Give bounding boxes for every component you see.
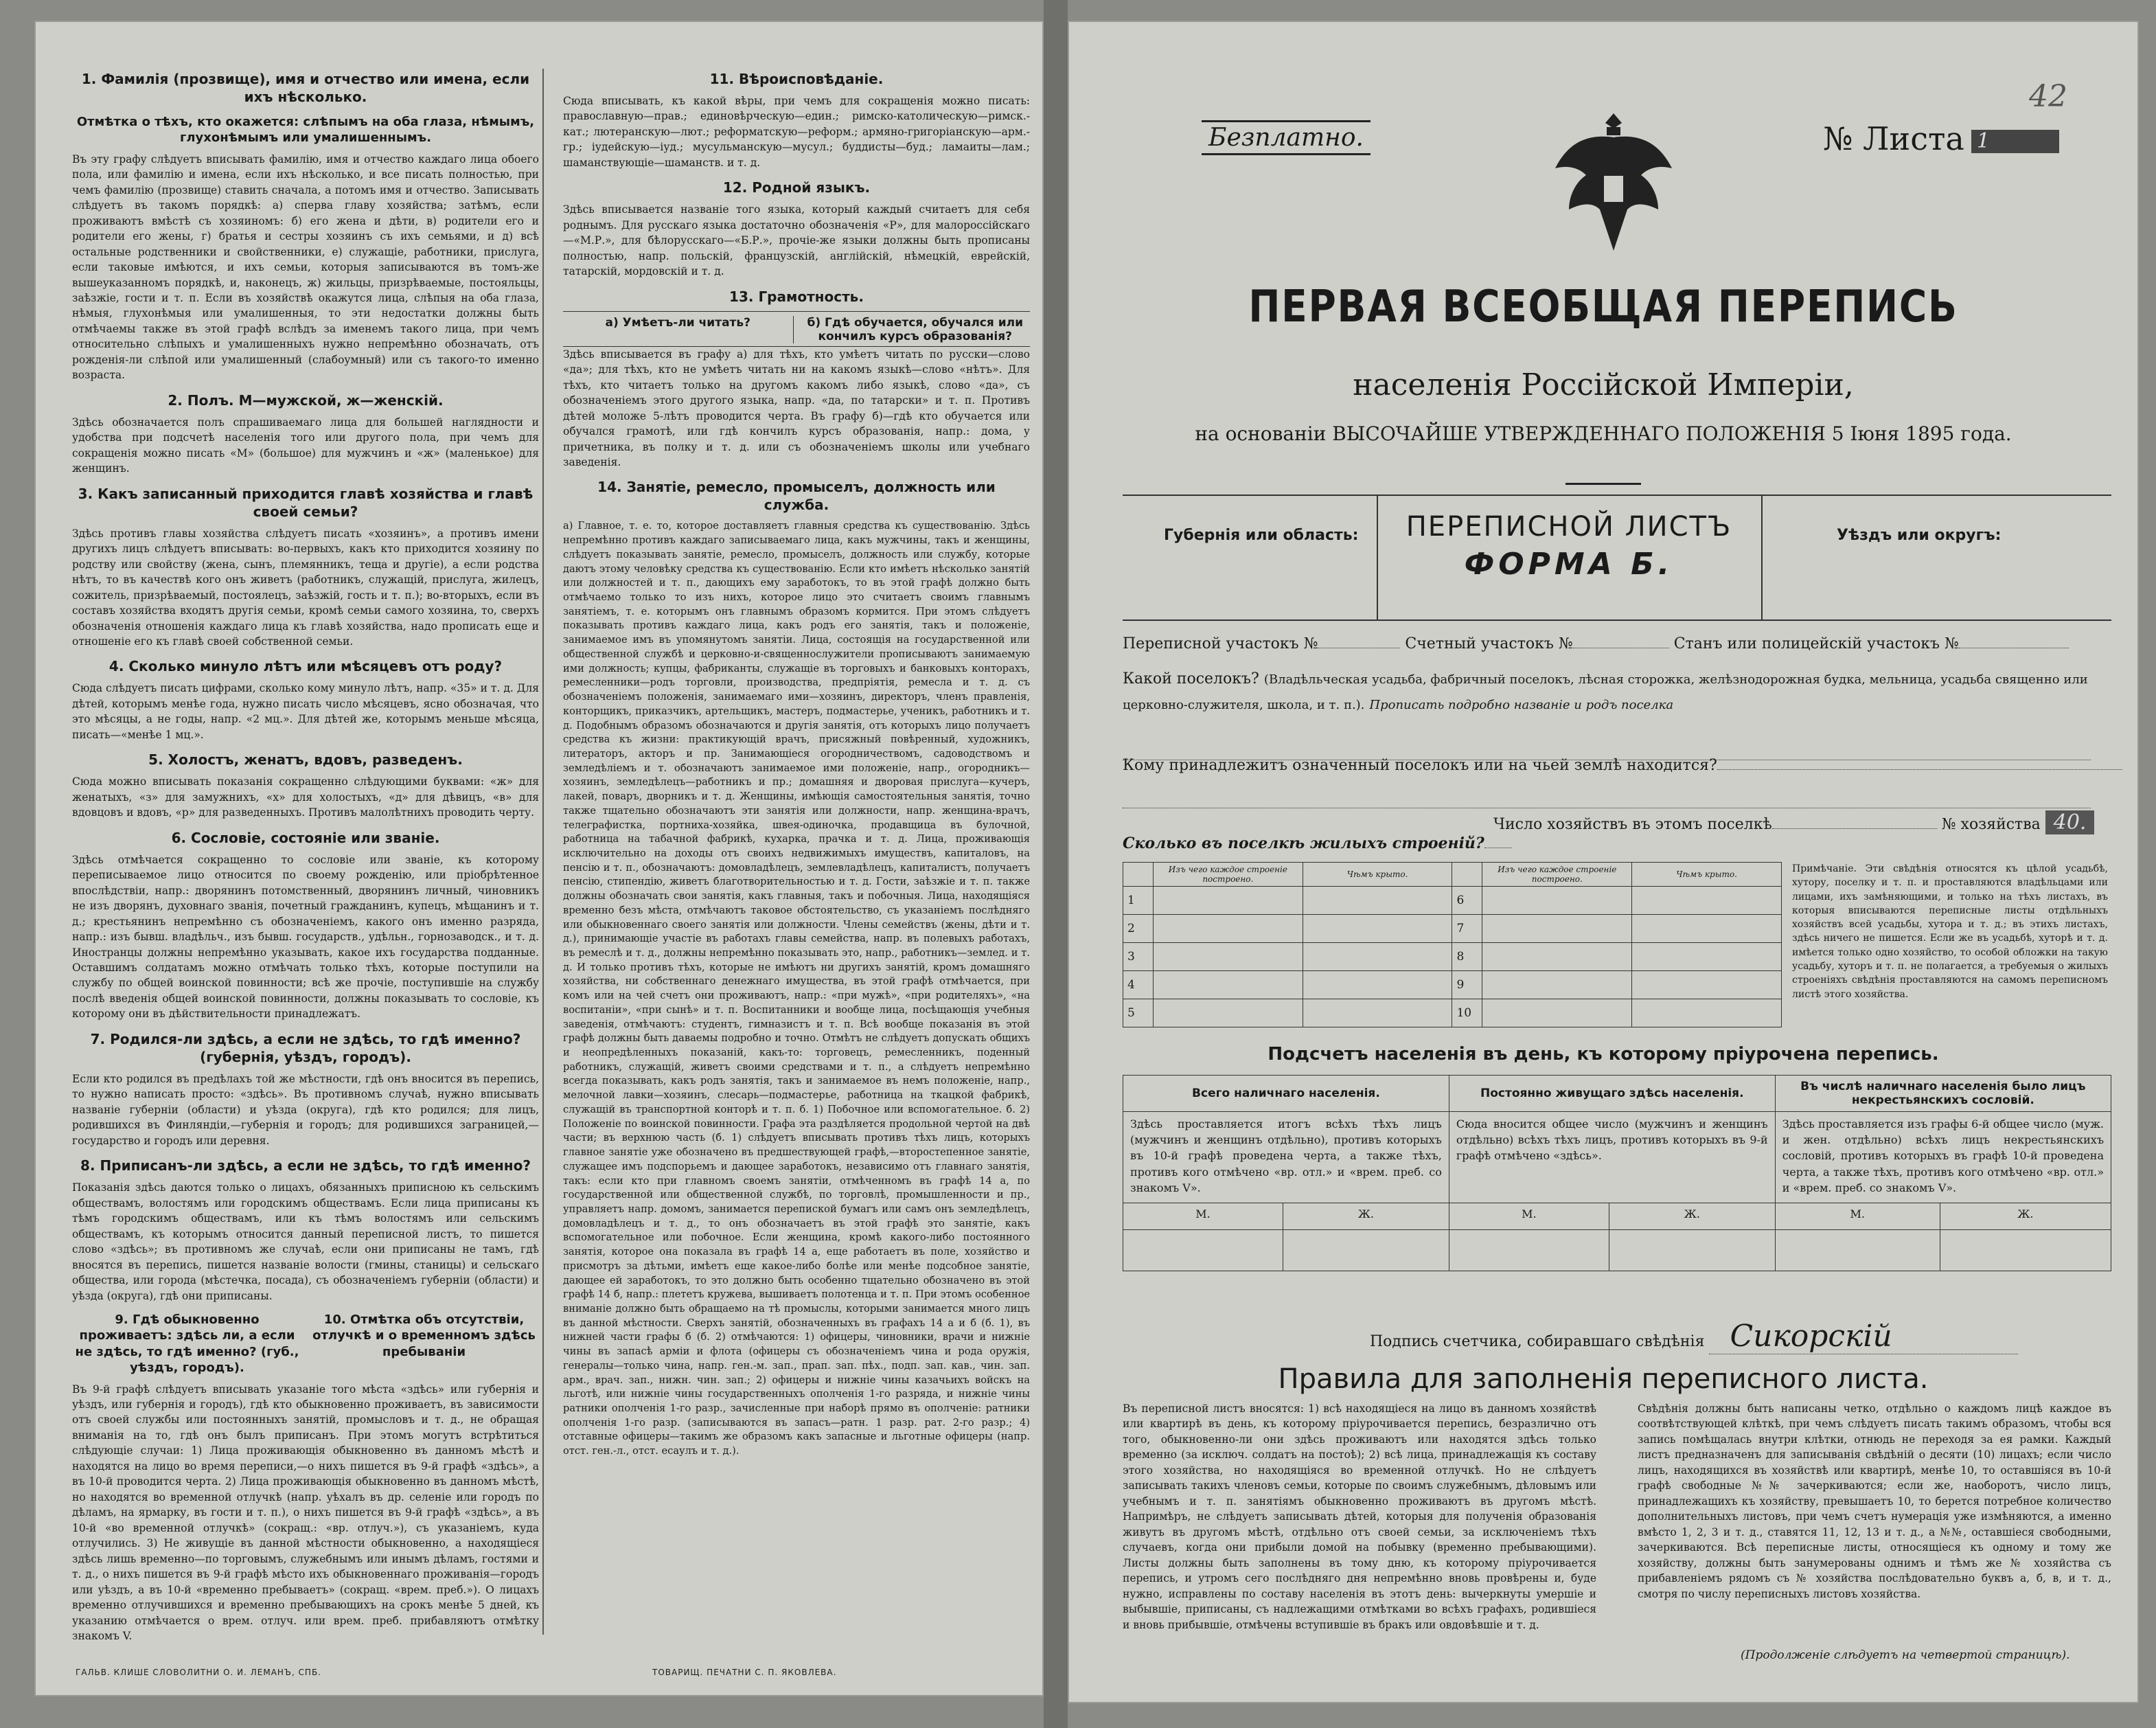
section-body: Въ 9-й графѣ слѣдуетъ вписывать указаніе того мѣста «здѣсь» или губернія и уѣздъ, или губернія и городъ), гдѣ кто обыкновенно проживаетъ, въ зависимости отъ своей службы или постоянныхъ занятій, промысловъ и т. д., не обращая вниманія на то, гдѣ онъ былъ приписанъ. При этомъ могутъ встрѣтиться слѣдующіе случаи: 1) Лица проживающія обыкновенно въ данномъ мѣстѣ и находятся на лицо во время переписи,—о нихъ пишется въ 9-й графѣ «здѣсь», а въ 10-й проводится черта. 2) Лица проживающія обыкновенно въ данномъ мѣстѣ, но находятся во временной отлучкѣ (напр. уѣхалъ въ др. селеніе или городъ по дѣламъ, на ярмарку, въ гости и т. п.), о нихъ пишется въ 9-й графѣ «здѣсь», а въ 10-й «во временной отлучкѣ» (сокращ.: «вр. отлуч.»), съ указаніемъ, куда отлучились. 3) Не живущіе въ данной мѣстности обыкновенно, а находящіеся здѣсь лишь временно—по торговымъ, служебнымъ или инымъ дѣламъ, гостями и т. д., о нихъ пишется въ 9-й графѣ мѣсто ихъ обыкновеннаго проживанія—городъ или уѣздъ, а въ 10-й «временно пребываетъ» (сокращ. «врем. преб.»). О лицахъ временно отлучившихся и временно пребывающихъ на срокъ менѣе 5 дней, къ указанию отмѣчается о врем. отлуч. или врем. преб. прибавляютъ отмѣтку знакомъ V. — [72, 1383, 539, 1643]
cell[interactable] — [1153, 971, 1303, 999]
cell[interactable] — [1303, 943, 1452, 971]
col-num — [1452, 863, 1482, 887]
section-title: 11. Вѣроисповѣданіе. — [709, 71, 884, 87]
column-divider — [542, 69, 544, 1635]
pop-desc-total: Здѣсь проставляется итогъ всѣхъ тѣхъ лицъ (мужчинъ и женщинъ отдѣльно), противъ которыхъ въ 10-й графѣ проведена черта, а также тѣхъ, противъ кого отмѣчено «вр. отл.» и «врем. преб. со знакомъ V». — [1123, 1112, 1449, 1203]
form-b-label: ФОРМА Б. — [1464, 547, 1674, 582]
male-non-peasant-field[interactable] — [1775, 1230, 1940, 1271]
printer-imprint: ГАЛЬВ. КЛИШЕ СЛОВОЛИТНИ О. И. ЛЕМАНЪ, СПБ. — [76, 1668, 322, 1677]
signature-value[interactable]: Сикорскій — [1709, 1319, 2018, 1354]
district-label: Уѣздъ или округъ: — [1837, 527, 2002, 544]
table-row — [1123, 915, 1782, 943]
female-non-peasant-field[interactable] — [1940, 1230, 2111, 1271]
rules-title: Правила для заполненія переписного листа. — [1278, 1363, 1929, 1395]
section-body: Сюда слѣдуетъ писать цифрами, сколько кому минуло лѣтъ, напр. «35» и т. д. Для дѣтей, которымъ менѣе года, нужно писать число мѣсяцевъ, ясно обозначая, что это мѣсяцы, а не годы, напр. «2 мц.». Для дѣтей же, которымъ меньше мѣсяца, писать—«менѣе 1 мц.». — [72, 682, 539, 741]
cell[interactable] — [1482, 943, 1632, 971]
section-title-10: 10. Отмѣтка объ отсутствіи, отлучкѣ и о временномъ здѣсь пребываніи — [312, 1312, 536, 1359]
rules-text-left: Въ переписной листъ вносятся: 1) всѣ находящіеся на лицо въ данномъ хозяйствѣ или квартирѣ въ день, къ которому пріурочивается перепись, безразлично отъ того, обыкновенно-ли они здѣсь проживаютъ или находятся здѣсь только временно (за исключ. солдатъ на постоѣ); 2) всѣ лица, принадлежащія къ составу этого хозяйства, но находящіяся во временной отлучкѣ. Но не слѣдуетъ записывать такихъ членовъ семьи, которые по своимъ служебнымъ, дѣловымъ или учебнымъ и т. п. занятіямъ обыкновенно проживаютъ въ другомъ мѣстѣ. Напримѣръ, не слѣдуетъ записывать дѣтей, которыя для полученія образованія живутъ въ другомъ мѣстѣ, отдѣльно отъ своей семьи, за исключеніемъ тѣхъ случаевъ, когда они прибыли домой на побывку (временно пребывающими). Листы должны быть заполнены въ тому дню, къ которому пріурочивается перепись, и утромъ сего послѣдняго дня непремѣнно вновь провѣрены и, буде нужно, исправлены по составу населенія въ этотъ день: вычеркнуты умершіе и выбывшіе, приписаны, съ надлежащими отмѣтками во всѣхъ графахъ, родившіеся и вновь прибывшіе, отмѣчены вступившіе въ бракъ или овдовѣвшіе и т. д. — [1123, 1402, 1596, 1631]
settlement-hint-2: Прописать подробно названіе и родъ поселка — [1369, 698, 1674, 713]
settlement-hint: (Владѣльческая усадьба, фабричный поселокъ, лѣсная сторожка, желѣзнодорожная будка, мельница, усадьба священно или церковно-служителя, школа, и т. п.). — [1123, 672, 2088, 713]
section-body: Сюда можно вписывать показанія сокращенно слѣдующими буквами: «ж» для женатыхъ, «з» для замужнихъ, «х» для холостыхъ, «д» для дѣвицъ, «в» для вдовцовъ и вдовъ, «р» для разведенныхъ. Противъ малолѣтнихъ проводить черту. — [72, 775, 539, 819]
col-num — [1123, 863, 1154, 887]
section-title: 8. Приписанъ-ли здѣсь, а если не здѣсь, то гдѣ именно? — [80, 1157, 531, 1174]
cell[interactable] — [1303, 999, 1452, 1027]
signature-label: Подпись счетчика, собиравшаго свѣдѣнія — [1370, 1333, 1705, 1350]
section-13 — [563, 288, 1030, 470]
section-12 — [563, 179, 1030, 279]
cell[interactable] — [1632, 915, 1782, 943]
row-number: 9 — [1452, 971, 1482, 999]
cell[interactable] — [1303, 887, 1452, 915]
instructions-column-b — [563, 62, 1030, 1459]
row-number: 7 — [1452, 915, 1482, 943]
population-count-title: Подсчетъ населенія въ день, къ которому пріурочена перепись. — [1268, 1044, 1939, 1065]
section-body: Здѣсь отмѣчается сокращенно то сословіе или званіе, къ которому переписываемое лицо относится по своему рожденію, или пріобрѣтенное впослѣдствіи, напр.: дворянинъ потомственный, дворянинъ личный, чиновникъ не изъ дворянъ, духовнаго званія, почетный гражданинъ, купецъ, мѣщанинъ и т. д.; крестьянинъ непремѣнно съ обозначеніемъ, какого онъ именно разряда, напр.: изъ бывш. владѣльч., изъ бывш. государств., удѣльн., горнозаводск., и т. д. Иностранцы должны непремѣнно указывать, какое ихъ государства подданные. Оставшимъ солдатамъ можно отмѣчать только тѣхъ, которые поступили на службу по общей воинской повинности; всѣ же прочіе, поступившіе на службу послѣ введенія общей воинской повинности, должны показывать то сословіе, къ которому они въ дѣйствительности принадлежатъ. — [72, 853, 539, 1021]
section-title: 4. Сколько минуло лѣтъ или мѣсяцевъ отъ роду? — [108, 658, 503, 675]
pop-desc-non-peasant: Здѣсь проставляется изъ графы 6-й общее число (муж. и жен. отдѣльно) всѣхъ лицъ некрестьянскихъ сословій, противъ которыхъ въ графѣ 10-й проведена черта, а также тѣхъ, противъ кого отмѣчено «вр. отл.» и «врем. преб. со знакомъ V». — [1775, 1112, 2111, 1203]
col-material: Изъ чего каждое строеніе построено. — [1482, 863, 1632, 887]
section-body: Показанія здѣсь даются только о лицахъ, обязанныхъ приписною къ сельскимъ обществамъ, волостямъ или городскимъ обществамъ. Если лица приписаны къ тѣмъ городскимъ обществамъ, или къ тѣмъ волостямъ или сельскимъ обществамъ, къ которымъ относится данный переписной листъ, то пишется слово «здѣсь»; въ противномъ же случаѣ, если они приписаны не тамъ, гдѣ вносятся въ перепись, пишется названіе волости (гмины, станицы) и сельскаго общества, или города (мѣстечка, посада), съ обозначеніемъ губерніи (области) и уѣзда (округа), гдѣ они приписаны. — [72, 1181, 539, 1302]
household-no-value: 40. — [2045, 810, 2095, 834]
dwellings-label: Сколько въ поселкѣ жилыхъ строеній? — [1123, 834, 1484, 852]
section-7 — [72, 1030, 539, 1148]
row-number: 6 — [1452, 887, 1482, 915]
literacy-read: а) Умѣетъ-ли читать? — [563, 316, 794, 343]
table-row — [1123, 971, 1782, 999]
female-header: Ж. — [1609, 1203, 1775, 1230]
plot-label: Переписной участокъ № — [1123, 635, 1318, 652]
dwellings-line — [1123, 834, 1512, 852]
left-page-instructions — [34, 21, 1044, 1696]
literacy-study: б) Гдѣ обучается, обучался или кончилъ курсъ образованія? — [807, 315, 1023, 343]
pop-header-total: Всего наличнаго населенія. — [1123, 1076, 1449, 1112]
cell[interactable] — [1482, 915, 1632, 943]
female-header: Ж. — [1283, 1203, 1449, 1230]
section-subtitle: Отмѣтка о тѣхъ, кто окажется: слѣпымъ на оба глаза, нѣмымъ, глухонѣмымъ или умалишеннымъ. — [76, 115, 535, 146]
legal-basis: на основаніи ВЫСОЧАЙШЕ УТВЕРЖДЕННАГО ПОЛОЖЕНІЯ 5 Іюня 1895 года. — [1195, 422, 2012, 445]
male-total-field[interactable] — [1123, 1230, 1283, 1271]
section-6 — [72, 829, 539, 1022]
section-2 — [72, 391, 539, 477]
free-label: Безплатно. — [1202, 120, 1371, 155]
female-permanent-field[interactable] — [1609, 1230, 1775, 1271]
section-3 — [72, 485, 539, 650]
male-header: М. — [1775, 1203, 1940, 1230]
section-8 — [72, 1157, 539, 1304]
sheet-number-label: № Листа — [1823, 120, 1964, 157]
cell[interactable] — [1632, 999, 1782, 1027]
households-label: Число хозяйствъ въ этомъ поселкѣ — [1493, 816, 1772, 833]
right-page-census-form — [1068, 21, 2139, 1703]
census-sheet-label: ПЕРЕПИСНОЙ ЛИСТЪ — [1406, 511, 1732, 543]
cell[interactable] — [1153, 887, 1303, 915]
book-gutter — [1044, 0, 1068, 1728]
section-title: 2. Полъ. М—мужской, ж—женскій. — [168, 391, 444, 409]
cell[interactable] — [1482, 887, 1632, 915]
continued-note: (Продолженіе слѣдуетъ на четвертой страницѣ). — [1741, 1648, 2070, 1662]
section-title: 3. Какъ записанный приходится главѣ хозяйства и главѣ своей семьи? — [78, 485, 534, 520]
sheet-number-value: 1 — [1971, 130, 2059, 153]
section-title: 6. Сословіе, состояніе или званіе. — [171, 829, 440, 846]
section-title: 9. Гдѣ обыкновенно проживаетъ: здѣсь ли, а если не здѣсь, то гдѣ именно? (губ., уѣздъ, городъ). — [75, 1312, 299, 1376]
table-row — [1123, 887, 1782, 915]
row-number: 10 — [1452, 999, 1482, 1027]
section-body: Здѣсь обозначается полъ спрашиваемаго лица для большей наглядности и удобства при подсчетѣ населенія того или другого пола, при чемъ для сокращенія можно писать «М» (большое) для мужчинъ и «ж» (маленькое) для женщинъ. — [72, 416, 539, 475]
section-body: Здѣсь вписывается въ графу а) для тѣхъ, кто умѣетъ читать по русски—слово «да»; для тѣхъ, кто не умѣетъ читать ни на какомъ языкѣ—слово «нѣтъ». Для тѣхъ, кто читаетъ только на другомъ какомъ либо языкѣ, слово «да», съ обозначеніемъ этого другого языка, напр. «да, по татарски» и т. п. Противъ дѣтей моложе 5-лѣтъ проводится черта. Въ графу б)—гдѣ кто обучается или обучался грамотѣ, или гдѣ кончилъ курсъ образованія, напр.: дома, у причетника, въ полку и т. д. или съ обозначеніемъ школы или учебнаго заведенія. — [563, 348, 1030, 468]
stan-label: Станъ или полицейскій участокъ № — [1673, 635, 1959, 652]
section-body: Здѣсь противъ главы хозяйства слѣдуетъ писать «хозяинъ», а противъ имени другихъ лицъ слѣдуетъ вписывать: во-первыхъ, какъ кто приходится хозяину по родству или свойству (жена, сынъ, племянникъ, теща и другіе), а если родства нѣтъ, то въ качествѣ кого онъ живетъ (работникъ, служащій, прислуга, жилецъ, сожитель, призрѣваемый, постоялецъ, заѣзжій, гость и т. п.); во-вторыхъ, если въ составъ хозяйства входятъ другія семьи, кромѣ семьи самого хозяина, то, сверхъ обозначенія отношенія каждаго лица къ главѣ хозяйства, надо прописать еще и отношеніе его къ главѣ своей собственной семьи. — [72, 527, 539, 648]
cell[interactable] — [1153, 915, 1303, 943]
female-header: Ж. — [1940, 1203, 2111, 1230]
table-row — [1123, 943, 1782, 971]
section-title: 5. Холостъ, женатъ, вдовъ, разведенъ. — [148, 751, 463, 769]
province-field[interactable] — [1123, 496, 1378, 619]
pop-header-non-peasant: Въ числѣ наличнаго населенія было лицъ некрестьянскихъ сословій. — [1775, 1076, 2111, 1112]
row-number: 2 — [1123, 915, 1154, 943]
population-table — [1123, 1075, 2111, 1271]
document-title: ПЕРВАЯ ВСЕОБЩАЯ ПЕРЕПИСЬ — [1248, 282, 1958, 332]
households-field[interactable] — [1772, 828, 1937, 829]
printer-imprint: ТОВАРИЩ. ПЕЧАТНИ С. П. ЯКОВЛЕВА. — [652, 1668, 837, 1677]
owner-line — [1123, 757, 2122, 774]
settlement-line — [1123, 666, 2091, 718]
province-label: Губернія или область: — [1164, 527, 1359, 544]
cell[interactable] — [1482, 971, 1632, 999]
households-line — [1493, 810, 2094, 834]
plot-line — [1123, 635, 2069, 652]
col-material: Изъ чего каждое строеніе построено. — [1153, 863, 1303, 887]
rules-text-right: Свѣдѣнія должны быть написаны четко, отдѣльно о каждомъ лицѣ каждое въ соотвѣтствующей клѣткѣ, при чемъ слѣдуетъ писать такимъ образомъ, чтобы вся запись помѣщалась внутри клѣтки, отнюдь не переходя за ея рамки. Каждый листъ предназначенъ для записыванія свѣдѣній о десяти (10) лицахъ; если число лицъ, находящихся въ хозяйствѣ или квартирѣ, менѣе 10, то оставшіяся въ 10-й графѣ свободные №№ зачеркиваются; если же, наоборотъ, число лицъ, принадлежащихъ къ хозяйству, превышаетъ 10, то берется потребное количество дополнительныхъ листовъ, при чемъ счетъ нумерація уже измѣняются, а именно вмѣсто 1, 2, 3 и т. д., ставятся 11, 12, 13 и т. д., а №№, оставшіеся свободными, зачеркиваются. Всѣ переписные листы, относящіеся къ одному и тому же хозяйству, должны быть занумерованы однимъ и тѣмъ же № хозяйства съ прибавленіемъ рядомъ съ № хозяйства послѣдовательно буквъ а, б, в, и т. д., смотря по числу переписныхъ листовъ хозяйства. — [1638, 1402, 2111, 1600]
row-number: 3 — [1123, 943, 1154, 971]
section-1 — [72, 70, 539, 383]
pop-header-permanent: Постоянно живущаго здѣсь населенія. — [1449, 1076, 1775, 1112]
form-header-row — [1123, 494, 2111, 621]
district-field[interactable] — [1761, 496, 2111, 619]
cell[interactable] — [1303, 971, 1452, 999]
sheet-number — [1823, 120, 2059, 157]
section-body: Если кто родился въ предѣлахъ той же мѣстности, гдѣ онъ вносится въ перепись, то нужно написать просто: «здѣсь». Въ противномъ случаѣ, нужно вписывать названіе губерніи (области) и уѣзда (округа), гдѣ кто родился; для лицъ, родившихся въ Финляндіи,—губернія и городъ; для родившихся заграницей,—государство и городъ или деревня. — [72, 1072, 539, 1147]
cell[interactable] — [1632, 971, 1782, 999]
row-number: 4 — [1123, 971, 1154, 999]
buildings-note: Примѣчаніе. Эти свѣдѣнія относятся къ цѣлой усадьбѣ, хутору, поселку и т. п. и проставляются владѣльцами или лицами, ихъ замѣняющими, и только на тѣхъ листахъ, въ которыя вписываются переписные листы отдѣльныхъ хозяйствъ всей усадьбы, хутора и т. д.; въ этихъ листахъ, здѣсь ничего не пишется. Если же въ усадьбѣ, хуторѣ и т. д. имѣется только одно хозяйство, то особой обложки на такую усадьбу, хуторъ и т. п. не полагается, а требуемыя о жилыхъ строеніяхъ свѣдѣнія проставляются на самомъ переписномъ листѣ этого хозяйства. — [1792, 863, 2108, 1000]
owner-label: Кому принадлежитъ означенный поселокъ или на чьей землѣ находится? — [1123, 757, 1717, 774]
cell[interactable] — [1153, 943, 1303, 971]
male-permanent-field[interactable] — [1449, 1230, 1609, 1271]
section-body: Въ эту графу слѣдуетъ вписывать фамилію, имя и отчество каждаго лица обоего пола, или фамилію и имена, если ихъ нѣсколько, и все писать полностью, при чемъ фамилію (прозвище) ставить сначала, а потомъ имя и отчество. Записывать слѣдуетъ въ такомъ порядкѣ: а) сперва главу хозяйства; затѣмъ, если проживаютъ вмѣстѣ съ хозяиномъ: б) его жена и дѣти, в) родители его и родители его жены, г) братья и сестры хозяинъ съ ихъ семьями, и д) всѣ остальные родственники и свойственники, е) служащіе, работники, прислуга, если таковые имѣются, и ихъ семьи, которыя записываются въ томъ-же вышеуказанномъ порядкѣ, и, наконецъ, ж) жильцы, призрѣваемые, постояльцы, заѣзжіе, гости и т. п. Если въ хозяйствѣ окажутся лица, слѣпыя на оба глаза, нѣмыя, глухонѣмыя или умалишенныя, то эти недостатки должны быть отмѣчаемы также въ этой графѣ вслѣдъ за именемъ такого лица, при чемъ относительно слѣпыхъ и умалишенныхъ нужно непремѣнно обозначать, отъ рожденія-ли слѣпой или умалишенный (слабоумный) или съ такого-то именно возраста. — [72, 152, 539, 382]
male-header: М. — [1449, 1203, 1609, 1230]
form-type — [1377, 496, 1763, 619]
section-14 — [563, 478, 1030, 1458]
section-body: а) Главное, т. е. то, которое доставляетъ главныя средства къ существованію. Здѣсь непремѣнно противъ каждаго записываемаго лица, какъ мужчины, такъ и женщины, слѣдуетъ показывать занятіе, ремесло, промыселъ, должность или службу, которые даютъ этому человѣку средства къ существованію. Если кто имѣетъ нѣсколько занятій или должностей и т. п., дающихъ ему заработокъ, то въ этой графѣ должно быть отмѣчаемо только то изъ нихъ, которое лицо это считаетъ своимъ главнымъ занятіемъ, т. е. которымъ онъ главнымъ образомъ кормится. При этомъ слѣдуетъ показывать противъ каждаго лица, какъ родъ его занятія, такъ и положеніе, занимаемое имъ въ упомянутомъ занятіи. Лица, состоящія на государственной или общественной службѣ и церковно-и-священнослужители прописываютъ занимаемую ими должность; купцы, фабриканты, служащіе въ торговыхъ и банковыхъ конторахъ, ремесленники—родъ торговли, производства, предпріятія, ремесла и т. д. съ обозначеніемъ положенія, занимаемаго ими—хозяинъ, директоръ, членъ правленія, конторщикъ, приказчикъ, артельщикъ, мастеръ, подмастерье, ученикъ, работникъ и т. д. Подобнымъ образомъ обозначаются и другія занятія, отъ которыхъ лицо получаетъ средства къ жизни: практикующій врачъ, присяжный повѣренный, художникъ, литераторъ, акторъ и пр. Занимающіеся огородничествомъ, садоводствомъ и земледѣліемъ и т. обозначаютъ занимаемое ими положеніе, напр., огородникъ—хозяинъ, земледѣлецъ—работникъ и пр.; домашняя и дворовая прислуга—кучеръ, лакей, поваръ, дворникъ и т. д. Женщины, имѣющія самостоятельныя занятія, точно также тщательно обозначаютъ эти занятія или должности, напр. женщина-врачъ, телеграфистка, портниха-хозяйка, швея-одиночка, продавщица въ булочной, работница на табачной фабрикѣ, кухарка, прачка и т. д. Лица, проживающія исключительно на доходы отъ своихъ недвижимыхъ имуществъ, капиталовъ, на пенсію и т. п., обозначаютъ: домовладѣлецъ, землевладѣлецъ, капиталистъ, получаетъ пенсію, стипендію, живетъ благотворительностью и т. д. Гости, заѣзжіе и т. п. также должны обозначать свои занятія, какъ главныя, такъ и побочныя. Лица, находящіяся временно безъ мѣста, отмѣчаютъ таковое обстоятельство, съ указаніемъ послѣдняго или обыкновеннаго своего занятія или должности. Члены семействъ (жены, дѣти и т. д.), принимающіе участіе въ работахъ главы семейства, напр. въ полевыхъ работахъ, въ ремеслѣ и т. д., должны непремѣнно показывать это, напр., работникъ—землед. и т. д. И только противъ тѣхъ, которые не имѣютъ ни другихъ занятій, кромъ домашняго хозяйства, ни собственнаго денежнаго имущества, въ этой графѣ отмѣчается, при комъ или на чей счетъ они проживаютъ, напр.: «при мужѣ», «при родителяхъ», «на воспитаніи», «при сынѣ» и т. п. Воспитанники и вообще лица, посѣщающія учебныя заведенія, отмѣчаютъ: студентъ, гимназистъ и т. п. Всѣ вообще показанія въ этой графѣ должны быть даваемы подробно и точно. Отмѣтъ не слѣдуетъ допускать общихъ и неопредѣленныхъ показаній, какъ-то: торговецъ, ремесленникъ, поденный работникъ, служащій, живетъ своими средствами и т. п., а слѣдуетъ непремѣнно всегда показывать, какъ родъ занятія, такъ и занимаемое въ немъ положеніе, напр., мелочной лавки—хозяинъ, слесарь—подмастерье, работница на ткацкой фабрикѣ, служащій въ транспортной конторѣ и т. п. б. 1) Побочное или вспомогательное. б. 2) Положеніе по воинской повинности. Графа эта раздѣляется продольной чертой на двѣ части; въ верхнюю часть (б. 1) слѣдуетъ вписывать противъ тѣхъ лицъ, которыхъ главное занятіе уже обозначено въ предшествующей графѣ,—второстепенное занятіе, служащее имъ подспорьемъ и дающее заработокъ, независимо отъ главнаго занятія, такъ: если кто при главномъ своемъ занятіи, отмѣченномъ въ графѣ 14 а, по государственной или общественной службѣ, по торговлѣ, промышленности и пр., управляетъ напр. домомъ, занимается перепиской бумагъ или самъ онъ земледѣлецъ, домовладѣлецъ и т. д., то онъ обозначаетъ въ этой графѣ это занятіе, какъ вспомогательное или побочное. Если женщина, кромѣ какого-либо постоянного занятія, которое она показала въ графѣ 14 а, еще работаетъ въ поле, хозяйство и присмотръ за дѣтьми, имѣетъ еще какое-либо болѣе или менѣе подсобное занятіе, дающее ей заработокъ, то это должно быть особенно тщательно обозначено въ этой графѣ 14 б, напр.: плететъ кружева, вышиваетъ полотенца и т. п. При этомъ особенное вниманіе должно быть обращаемо на тѣ промыслы, которыми занимается много лицъ въ данной мѣстности. Сверхъ занятій, обозначенныхъ въ графахъ 14 а и б (б. 1), въ нижней части графы б (б. 2) отмѣчаются: 1) офицеры, чиновники, врачи и нижніе чины въ запасѣ арміи и флота (офицеры съ обозначеніемъ чина и рода оружія, генералы—только чина, напр. ген.-м. зап., прап. зап. пѣх., подп. зап. кав., чин. зап. арм., врач. зап., нижн. чин. зап.; 2) офицеры и нижніе чины казачьихъ войскъ на льготѣ, или нижніе чины государственныхъ ополченія 1-го разряда, и нижніе чины ратники ополченія 1-го разр., зачисленные при наборѣ прямо въ ополченіе: ратники ополченія 1-го разр. (записываются въ запасъ—ратн. 1 разр. рат. 2-го разр.; 4) отставные офицеры—такимъ же образомъ какъ запасные и льготные офицеры (напр. отст. ген.-л., отст. есаулъ и т. д.). — [563, 520, 1030, 1457]
section-title: 1. Фамилія (прозвище), имя и отчество или имена, если ихъ нѣсколько. — [81, 71, 530, 105]
male-header: М. — [1123, 1203, 1283, 1230]
row-number: 5 — [1123, 999, 1154, 1027]
row-number: 1 — [1123, 887, 1154, 915]
female-total-field[interactable] — [1283, 1230, 1449, 1271]
instructions-column-a — [72, 62, 539, 1644]
double-headed-eagle-icon — [1548, 106, 1679, 264]
table-row — [1123, 999, 1782, 1027]
section-9-10 — [72, 1304, 539, 1644]
signature-line — [1370, 1319, 2018, 1354]
cell[interactable] — [1153, 999, 1303, 1027]
section-body: Здѣсь вписывается названіе того языка, который каждый считаетъ для себя роднымъ. Для русскаго языка достаточно обозначенія «Р», для малороссійскаго—«М.Р.», для бѣлорусскаго—«Б.Р.», прочіе-же языки должны быть прописаны полностью, напр. польскій, французскій, англійскій, нѣмецкій, еврейскій, татарскій, мордовскій и т. д. — [563, 203, 1030, 278]
cell[interactable] — [1632, 943, 1782, 971]
section-body: Сюда вписывать, къ какой вѣры, при чемъ для сокращенія можно писать: православную—прав.; единовѣрческую—един.; римско-католическую—римск.-кат.; лютеранскую—лют.; реформатскую—реформ.; армяно-григоріанскую—арм.-гр.; іудейскую—іуд.; мусульманскую—мусул.; буддисты—буд.; ламаиты—лам.; шаманствующіе—шаманств. и т. д. — [563, 95, 1030, 169]
document-subtitle: населенія Россійской Имперіи, — [1353, 367, 1854, 402]
household-no-label: № хозяйства — [1941, 816, 2041, 833]
section-11 — [563, 70, 1030, 170]
count-plot-label: Счетный участокъ № — [1405, 635, 1573, 652]
section-title: 7. Родился-ли здѣсь, а если не здѣсь, то гдѣ именно? (губернія, уѣздъ, городъ). — [90, 1030, 521, 1065]
pencil-annotation: 42 — [2029, 79, 2067, 114]
cell[interactable] — [1303, 915, 1452, 943]
divider — [1566, 483, 1641, 485]
buildings-table — [1123, 862, 1782, 1027]
section-5 — [72, 751, 539, 820]
col-roof: Чѣмъ крыто. — [1303, 863, 1452, 887]
owner-field[interactable] — [1717, 769, 2122, 770]
cell[interactable] — [1632, 887, 1782, 915]
section-4 — [72, 657, 539, 742]
cell[interactable] — [1482, 999, 1632, 1027]
settlement-label: Какой поселокъ? — [1123, 670, 1259, 687]
section-title: 14. Занятіе, ремесло, промыселъ, должность или служба. — [597, 479, 996, 514]
section-title: 12. Родной языкъ. — [722, 179, 871, 196]
section-title: 13. Грамотность. — [729, 288, 864, 305]
row-number: 8 — [1452, 943, 1482, 971]
col-roof: Чѣмъ крыто. — [1632, 863, 1782, 887]
pop-desc-permanent: Сюда вносится общее число (мужчинъ и женщинъ отдѣльно) всѣхъ тѣхъ лицъ, противъ которыхъ въ 9-й графѣ отмѣчено «здѣсь». — [1449, 1112, 1775, 1203]
owner-field-2[interactable] — [1123, 790, 2091, 808]
